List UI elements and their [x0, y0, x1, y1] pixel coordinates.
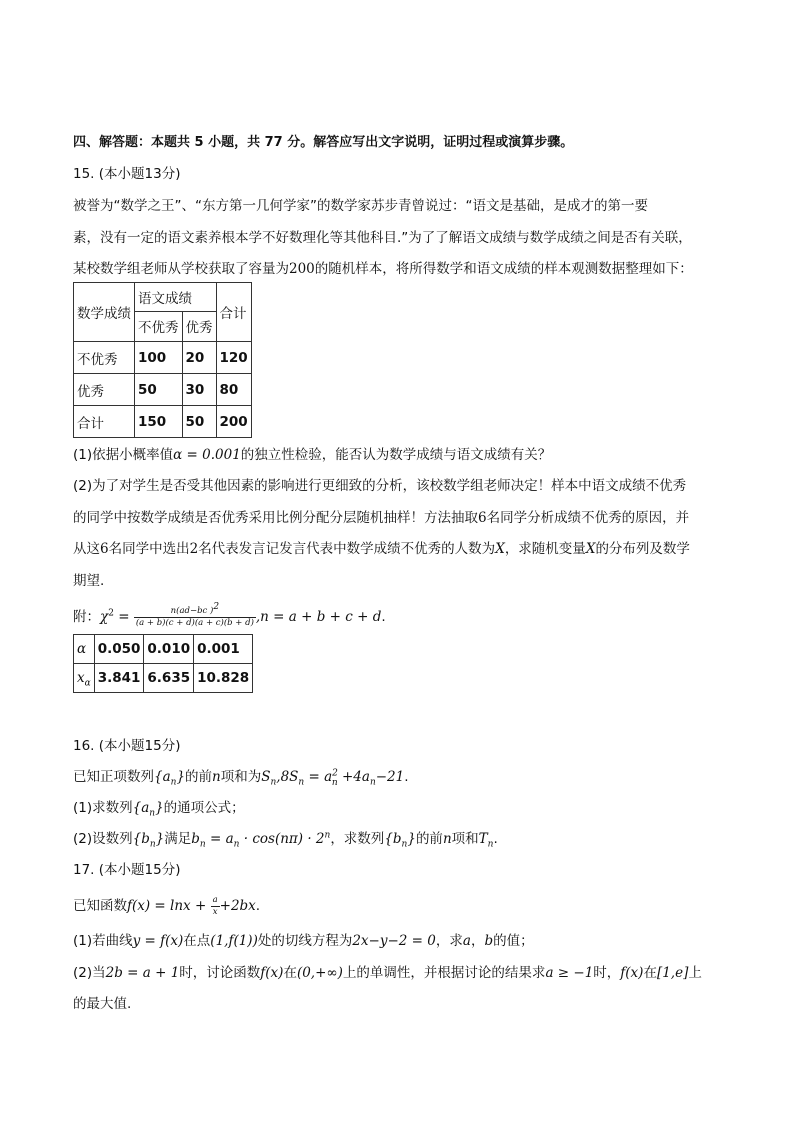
text: (1)依据小概率值 [73, 447, 174, 463]
q17-part-2-line-1: (2)当2b = a + 1时，讨论函数f(x)在(0,+∞)上的单调性，并根据讨论的结果求a ≥ −1时，f(x)在[1,e]上 [73, 965, 702, 981]
text: . [381, 609, 386, 625]
row-label: α [74, 635, 95, 664]
table-col-header: 不优秀 [135, 311, 183, 341]
text: 名同学中选出 [108, 541, 190, 557]
variable: X [585, 541, 596, 557]
number: 6 [478, 510, 487, 526]
table-group-header: 语文成绩 [135, 283, 217, 312]
text: 附： [73, 609, 100, 625]
q16-heading: 16. (本小题15分) [73, 738, 181, 754]
table-row [74, 342, 252, 374]
q15-paragraph-line-1: 被誉为“数学之王”、“东方第一几何学家”的数学家苏步青曾说过：“语文是基础，是成才的第一要 [73, 198, 648, 214]
table-cell: 200 [216, 406, 251, 438]
fraction [134, 601, 256, 629]
row-label: 合计 [74, 406, 135, 438]
q17-heading: 17. (本小题15分) [73, 862, 181, 878]
table-row [74, 664, 253, 693]
fraction-denominator: (a + b)(c + d)(a + c)(b + d) [135, 617, 254, 628]
number: 6 [100, 541, 109, 557]
row-label: $x_\alpha$ [74, 664, 95, 693]
variable: X [495, 541, 505, 557]
q15-paragraph-line-3 [73, 259, 693, 279]
q17-statement: 已知函数f(x) = lnx + $\frac{a}{x}$ +2bx. [73, 894, 261, 917]
q15-part-2-line-1: (2)为了对学生是否受其他因素的影响进行更细致的分析，该校数学组老师决定！样本中语文成绩不优秀 [73, 478, 687, 494]
table-cell: 10.828 [194, 664, 253, 693]
text: 名代表发言记发言代表中数学成绩不优秀的人数为 [198, 541, 496, 557]
table-col-header: 优秀 [182, 311, 216, 341]
table-cell: 150 [135, 406, 183, 438]
text: 某校数学组老师从学校获取了容量为 [73, 261, 289, 277]
alpha-value: α = 0.001 [173, 447, 241, 463]
q15-part-2-line-3 [73, 539, 690, 559]
table-cell: 6.635 [144, 664, 194, 693]
text: 从这 [73, 541, 100, 557]
fraction-numerator: n(ad−bc )$^2$ [134, 606, 256, 618]
table-cell: 0.001 [194, 635, 253, 664]
chi-square-formula: 附：$\chi^2$ = $\frac{n(ad-bc )^2}{(a + b)(c + d)(a + c)(b + d)}$ ,n = a + b + c + d. [73, 601, 386, 628]
q16-statement: 已知正项数列$\{a_n\}$的前n项和为$S_n,8S_n = a^2_n +4a_n-21$. [73, 768, 409, 788]
table-cell: 30 [182, 374, 216, 406]
table-cell: 50 [135, 374, 183, 406]
text: 的随机样本，将所得数学和语文成绩的样本观测数据整理如下： [314, 261, 693, 277]
table-cell: 0.050 [94, 635, 144, 664]
number: 2 [189, 541, 199, 557]
table-cell: 80 [216, 374, 251, 406]
table-cell: 100 [135, 342, 183, 374]
text: 名同学分析成绩不优秀的原因，并 [486, 510, 690, 526]
table-cell: 3.841 [94, 664, 144, 693]
table-cell: 120 [216, 342, 251, 374]
table-corner: 数学成绩 [74, 283, 135, 342]
table-cell: 0.010 [144, 635, 194, 664]
q15-heading: 15. (本小题13分) [73, 166, 181, 182]
text: 的同学中按数学成绩是否优秀采用比例分配分层随机抽样！方法抽取 [73, 510, 478, 526]
critical-value-table [73, 634, 253, 693]
table-cell: 20 [182, 342, 216, 374]
chi-symbol: χ [100, 609, 109, 625]
n-definition: ,n = a + b + c + d [255, 609, 382, 625]
q17-part-2-line-2: 的最大值. [73, 996, 132, 1012]
table-row [74, 406, 252, 438]
text: ，求随机变量 [504, 541, 586, 557]
q15-part-1 [73, 445, 551, 465]
q16-part-1: (1)求数列$\{a_n\}$的通项公式； [73, 800, 245, 819]
fraction: $\frac{a}{x}$ [212, 894, 218, 917]
sample-size: 200 [289, 261, 315, 277]
text: 的独立性检验，能否认为数学成绩与语文成绩有关？ [240, 447, 552, 463]
text: 的分布列及数学 [595, 541, 690, 557]
q15-part-2-line-2 [73, 508, 689, 528]
table-total-header: 合计 [216, 283, 251, 342]
section-heading: 四、解答题：本题共 5 小题，共 77 分。解答应写出文字说明，证明过程或演算步骤。 [73, 135, 574, 150]
row-label: 不优秀 [74, 342, 135, 374]
q16-part-2: (2)设数列$\{b_n\}$满足$b_n = a_n \cdot \cos(n\pi) \cdot 2^n$，求数列$\{b_n\}$的前n项和$T_n$. [73, 830, 498, 850]
contingency-table [73, 282, 252, 438]
table-cell: 50 [182, 406, 216, 438]
table-row [74, 374, 252, 406]
table-row [74, 635, 253, 664]
row-label: 优秀 [74, 374, 135, 406]
q15-paragraph-line-2: 素，没有一定的语文素养根本学不好数理化等其他科目.”为了了解语文成绩与数学成绩之间是否有关联， [73, 230, 692, 246]
q15-part-2-line-4: 期望. [73, 573, 105, 589]
q17-part-1: (1)若曲线y = f(x)在点(1,f(1))处的切线方程为2x−y−2 = 0，求a，b的值； [73, 933, 534, 949]
